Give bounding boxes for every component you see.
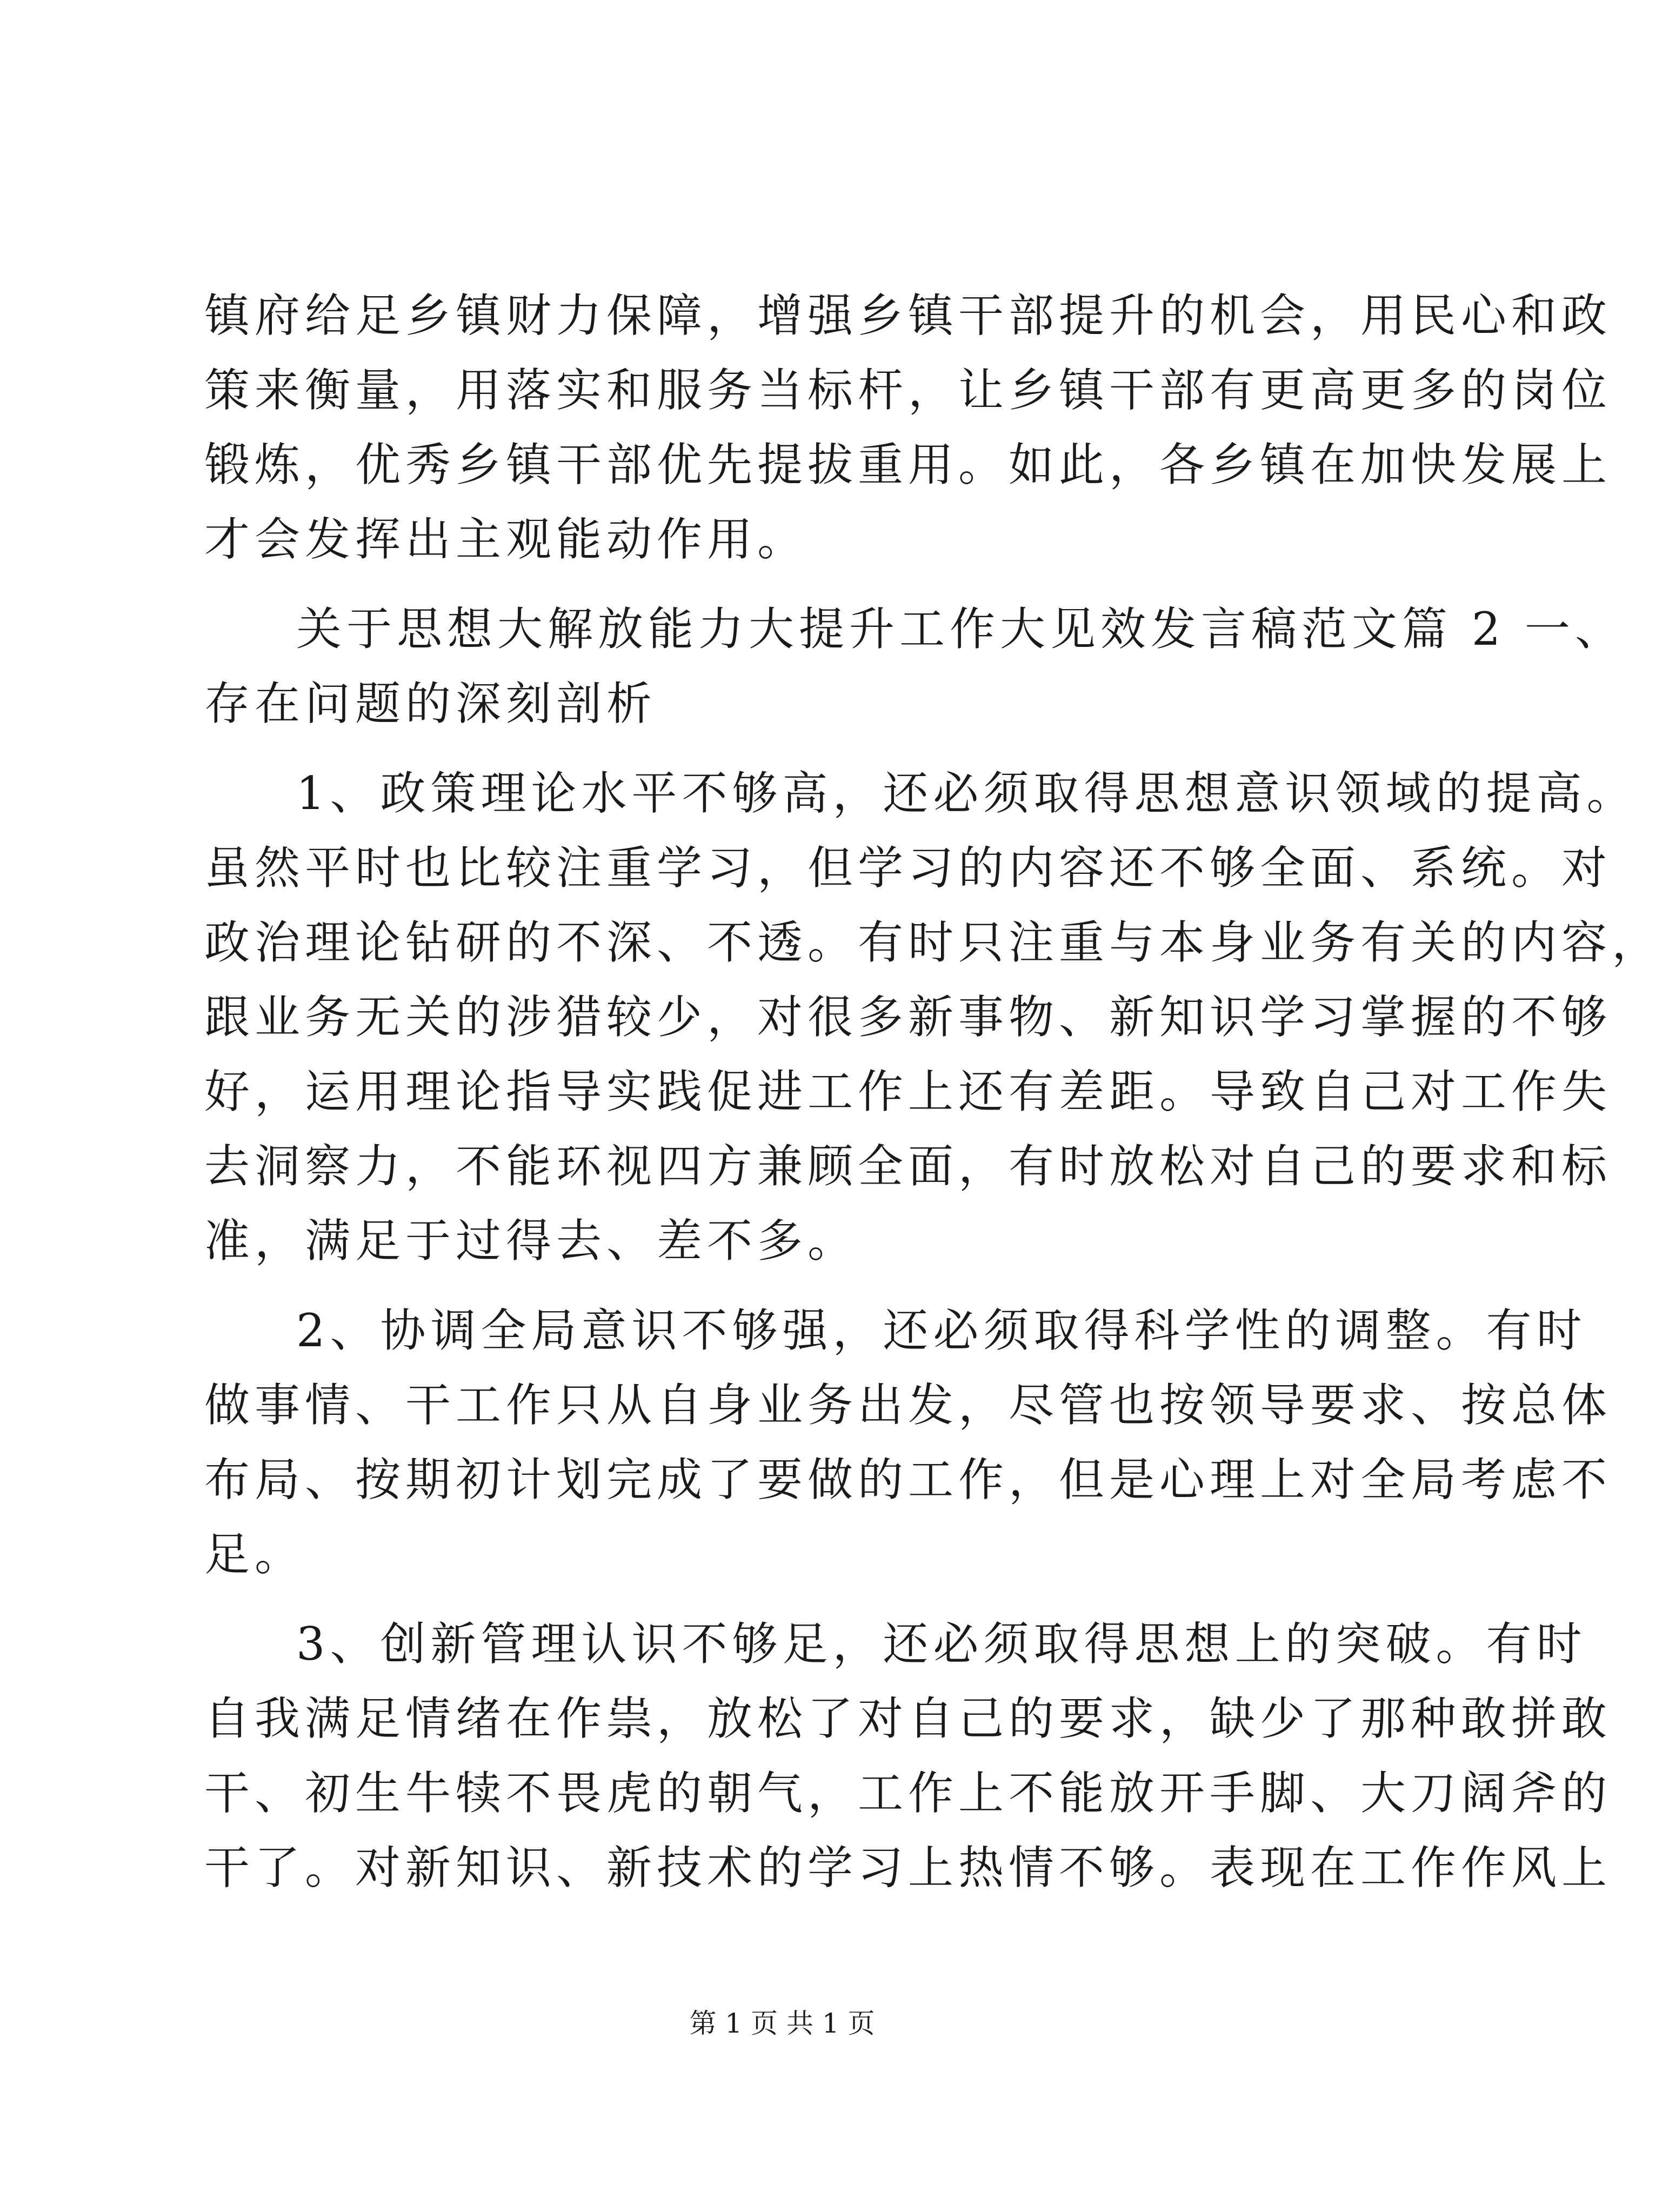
text-line: 自我满足情绪在作祟，放松了对自己的要求，缺少了那种敢拼敢 (204, 1692, 1612, 1745)
text-line: 2、协调全局意识不够强，还必须取得科学性的调整。有时 (296, 1304, 1587, 1357)
text-line: 锻炼，优秀乡镇干部优先提拔重用。如此，各乡镇在加快发展上 (204, 438, 1612, 491)
paragraph-heading (204, 592, 1625, 741)
text-line: 布局、按期初计划完成了要做的工作，但是心理上对全局考虑不 (204, 1453, 1612, 1506)
text-line: 存在问题的深刻剖析 (204, 677, 657, 730)
text-line: 好，运用理论指导实践促进工作上还有差距。导致自己对工作失 (204, 1065, 1612, 1118)
text-line: 才会发挥出主观能动作用。 (204, 513, 808, 566)
text-line: 策来衡量，用落实和服务当标杆，让乡镇干部有更高更多的岗位 (204, 364, 1612, 417)
text-line: 干、初生牛犊不畏虎的朝气，工作上不能放开手脚、大刀阔斧的 (204, 1767, 1612, 1820)
text-line: 干了。对新知识、新技术的学习上热情不够。表现在工作作风上 (204, 1841, 1612, 1894)
paragraph-item-1 (204, 756, 1662, 1278)
text-line: 关于思想大解放能力大提升工作大见效发言稿范文篇 2 一、 (296, 603, 1625, 656)
text-line: 准，满足于过得去、差不多。 (204, 1214, 858, 1267)
text-line: 镇府给足乡镇财力保障，增强乡镇干部提升的机会，用民心和政 (204, 289, 1612, 342)
text-line: 虽然平时也比较注重学习，但学习的内容还不够全面、系统。对 (204, 841, 1612, 894)
paragraph-continuation (204, 278, 1612, 577)
page-footer: 第 1 页 共 1 页 (689, 2008, 875, 2039)
text-line: 去洞察力，不能环视四方兼顾全面，有时放松对自己的要求和标 (204, 1140, 1612, 1193)
text-line: 做事情、干工作只从自身业务出发，尽管也按领导要求、按总体 (204, 1379, 1612, 1432)
paragraph-item-3 (204, 1607, 1612, 1905)
text-line: 1、政策理论水平不够高，还必须取得思想意识领域的提高。 (296, 767, 1637, 820)
text-line: 3、创新管理认识不够足，还必须取得思想上的突破。有时 (296, 1618, 1587, 1670)
paragraph-item-2 (204, 1293, 1612, 1592)
text-line: 跟业务无关的涉猎较少，对很多新事物、新知识学习掌握的不够 (204, 991, 1612, 1044)
text-line: 足。 (204, 1528, 305, 1581)
text-line: 政治理论钻研的不深、不透。有时只注重与本身业务有关的内容， (204, 916, 1662, 969)
document-body (204, 278, 1662, 1905)
